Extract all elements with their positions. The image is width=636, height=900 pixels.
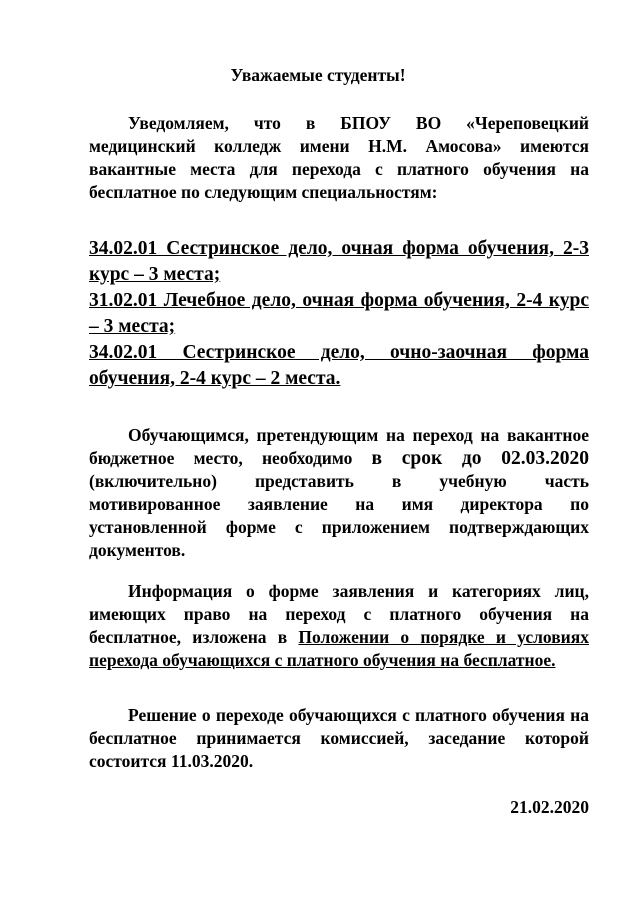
- application-text: Обучающимся, претендующим на переход на вакантное бюджетное место, необходимо: [89, 425, 589, 468]
- specialty-item: 34.02.01 Сестринское дело, очная форма обучения, 2-3 курс – 3 места;: [89, 238, 589, 285]
- intro-paragraph: Уведомляем, что в БПОУ ВО «Череповецкий медицинский колледж имени Н.М. Амосова» имеются вакантные места для перехода с платного обучения на бесплатное по следующим специальностям:: [89, 113, 589, 202]
- decision-paragraph: Решение о переходе обучающихся с платного обучения на бесплатное принимается комиссией, заседание которой состоится 11.03.2020.: [89, 705, 589, 771]
- application-text-continued: (включительно) представить в учебную часть мотивированное заявление на имя директора по установленной форме с приложением подтверждающих документов.: [89, 471, 589, 560]
- deadline-phrase: в срок до 02.03.2020: [371, 448, 589, 469]
- notice-date: 21.02.2020: [510, 797, 589, 817]
- info-text: Информация о форме заявления и категориях лиц, имеющих право на переход с платного обучения на бесплатное, изложена в: [89, 581, 589, 647]
- specialty-item: 34.02.01 Сестринское дело, очно-заочная форма обучения, 2-4 курс – 2 места.: [89, 342, 589, 389]
- application-paragraph: [89, 424, 589, 562]
- info-paragraph: [89, 580, 589, 672]
- specialty-item: 31.02.01 Лечебное дело, очная форма обучения, 2-4 курс – 3 места;: [89, 290, 589, 337]
- notice-heading: Уважаемые студенты!: [230, 65, 406, 85]
- regulation-link[interactable]: Положении о порядке и условиях перехода обучающихся с платного обучения на бесплатное.: [89, 627, 589, 670]
